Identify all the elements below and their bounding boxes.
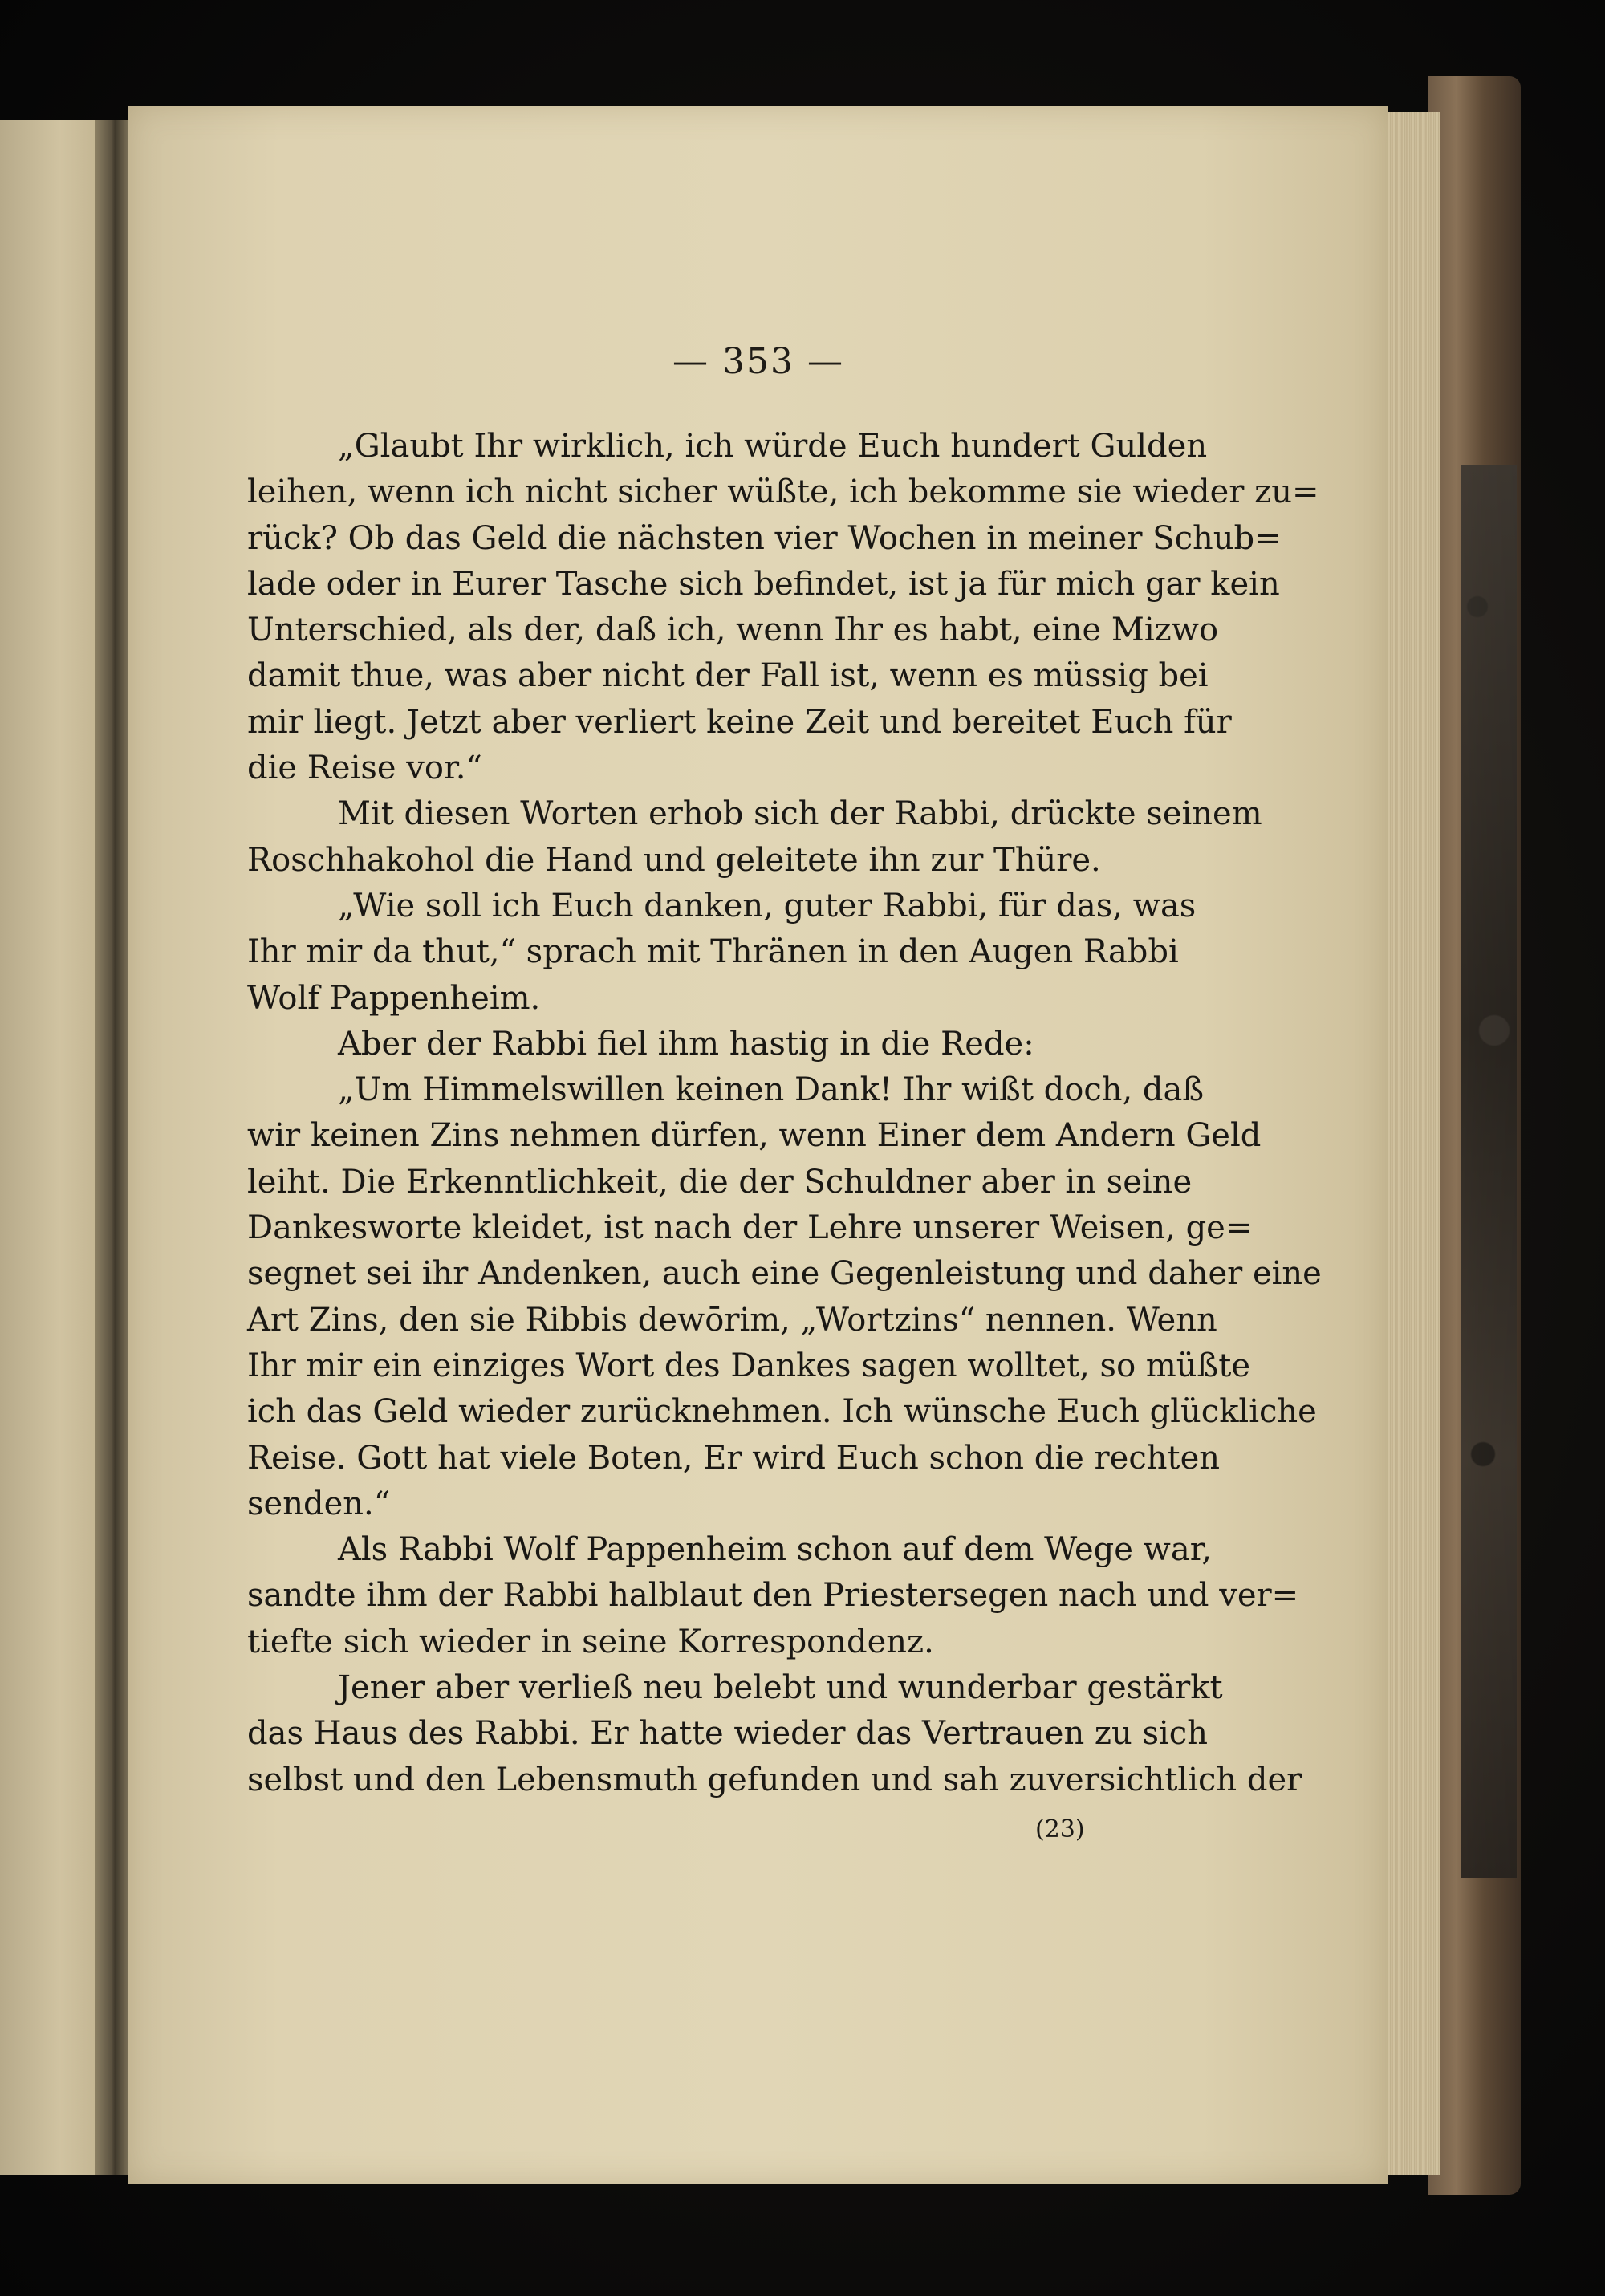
page-number: — 353 — <box>672 341 844 382</box>
text-line: selbst und den Lebensmuth gefunden und sah zuversichtlich der <box>247 1761 1302 1798</box>
text-line: wir keinen Zins nehmen dürfen, wenn Einer dem Andern Geld <box>247 1117 1262 1155</box>
text-line: Mit diesen Worten erhob sich der Rabbi, drückte seinem <box>338 795 1262 833</box>
text-line: Roschhakohol die Hand und geleitete ihn zur Thüre. <box>247 841 1101 879</box>
text-line: rück? Ob das Geld die nächsten vier Wochen in meiner Schub= <box>247 519 1282 557</box>
text-line: Aber der Rabbi fiel ihm hastig in die Rede: <box>338 1025 1034 1063</box>
text-line: Ihr mir da thut,“ sprach mit Thränen in den Augen Rabbi <box>247 933 1179 971</box>
text-line: „Um Himmelswillen keinen Dank! Ihr wißt doch, daß <box>338 1071 1205 1109</box>
text-line: Jener aber verließ neu belebt und wunderbar gestärkt <box>338 1669 1223 1707</box>
text-line: ich das Geld wieder zurücknehmen. Ich wünsche Euch glückliche <box>247 1393 1317 1431</box>
text-line: segnet sei ihr Andenken, auch eine Gegenleistung und daher eine <box>247 1255 1322 1293</box>
text-line: Dankesworte kleidet, ist nach der Lehre unserer Weisen, ge= <box>247 1209 1253 1247</box>
text-line: Art Zins, den sie Ribbis dewōrim, „Wortzins“ nennen. Wenn <box>247 1301 1217 1339</box>
text-line: „Wie soll ich Euch danken, guter Rabbi, für das, was <box>338 887 1197 924</box>
text-line: „Glaubt Ihr wirklich, ich würde Euch hundert Gulden <box>338 428 1208 465</box>
text-line: die Reise vor.“ <box>247 750 482 787</box>
text-line: sandte ihm der Rabbi halblaut den Priestersegen nach und ver= <box>247 1577 1299 1615</box>
text-line: lade oder in Eurer Tasche sich befindet, ist ja für mich gar kein <box>247 565 1280 603</box>
text-line: tiefte sich wieder in seine Korrespondenz. <box>247 1623 934 1660</box>
text-line: das Haus des Rabbi. Er hatte wieder das Vertrauen zu sich <box>247 1715 1208 1753</box>
text-line: mir liegt. Jetzt aber verliert keine Zeit und bereitet Euch für <box>247 703 1232 741</box>
printer-signature-mark: (23) <box>1035 1815 1085 1843</box>
text-line: Reise. Gott hat viele Boten, Er wird Euch schon die rechten <box>247 1439 1221 1477</box>
text-line: senden.“ <box>247 1485 391 1522</box>
text-line: damit thue, was aber nicht der Fall ist, wenn es müssig bei <box>247 657 1209 695</box>
text-line: leihen, wenn ich nicht sicher wüßte, ich bekomme sie wieder zu= <box>247 473 1319 511</box>
text-line: leiht. Die Erkenntlichkeit, die der Schuldner aber in seine <box>247 1163 1193 1201</box>
text-line: Als Rabbi Wolf Pappenheim schon auf dem Wege war, <box>338 1531 1213 1569</box>
text-line: Unterschied, als der, daß ich, wenn Ihr es habt, eine Mizwo <box>247 612 1219 649</box>
left-page-edge <box>0 120 100 2175</box>
text-line: Ihr mir ein einziges Wort des Dankes sagen wolltet, so müßte <box>247 1347 1251 1384</box>
text-line: Wolf Pappenheim. <box>247 979 541 1017</box>
page-text <box>247 424 1322 1803</box>
book-gutter <box>95 120 132 2175</box>
marbled-cover-pattern <box>1461 465 1517 1878</box>
